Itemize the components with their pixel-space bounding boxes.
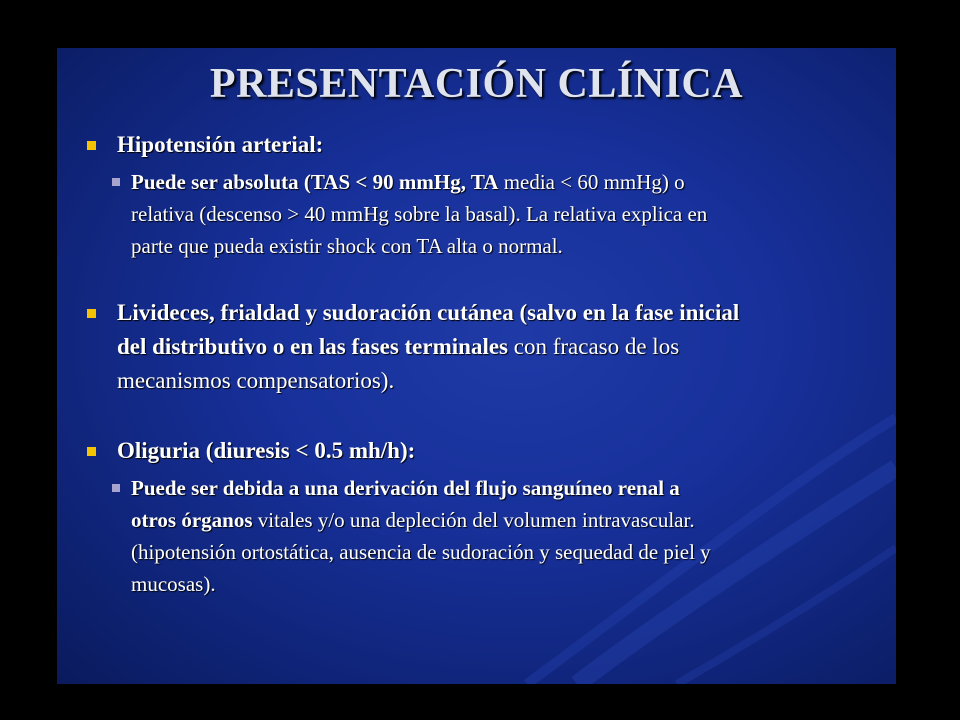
- item-heading: Hipotensión arterial:: [117, 132, 324, 157]
- list-item-hipotension: [87, 128, 877, 162]
- sub-item-line-3: parte que pueda existir shock con TA alta o normal.: [131, 234, 563, 258]
- sub-item-line-4: mucosas).: [131, 572, 216, 596]
- square-bullet-icon: [87, 141, 96, 150]
- sub-item-oliguria: [131, 472, 883, 600]
- square-bullet-icon: [87, 447, 96, 456]
- slide-title: PRESENTACIÓN CLÍNICA: [209, 61, 744, 107]
- slide: [57, 48, 896, 684]
- list-item-oliguria: [87, 434, 877, 468]
- item-line-3: mecanismos compensatorios).: [117, 368, 395, 393]
- square-bullet-icon: [112, 484, 120, 492]
- sub-item-hipotension: [131, 166, 883, 262]
- sub-item-text: vitales y/o una depleción del volumen intravascular.: [252, 508, 695, 532]
- sub-item-line-1: [131, 166, 883, 198]
- sub-item-line-2: relativa (descenso > 40 mmHg sobre la basal). La relativa explica en: [131, 202, 708, 226]
- sub-item-bold-text: Puede ser absoluta (TAS < 90 mmHg, TA: [131, 170, 499, 194]
- list-item-livideces: [87, 296, 877, 398]
- sub-item-line-1: Puede ser debida a una derivación del flujo sanguíneo renal a: [131, 476, 680, 500]
- item-line-1: Livideces, frialdad y sudoración cutánea (salvo en la fase inicial: [117, 300, 740, 325]
- sub-item-line-3: (hipotensión ortostática, ausencia de sudoración y sequedad de piel y: [131, 540, 711, 564]
- item-bold-text: del distributivo o en las fases terminales: [117, 334, 508, 359]
- item-line-2: [87, 330, 877, 364]
- item-heading: Oliguria (diuresis < 0.5 mh/h):: [117, 438, 416, 463]
- item-text: con fracaso de los: [508, 334, 680, 359]
- slide-content: [57, 48, 896, 684]
- sub-item-text: media < 60 mmHg) o: [498, 170, 685, 194]
- square-bullet-icon: [87, 309, 96, 318]
- sub-item-bold-text: otros órganos: [131, 508, 253, 532]
- sub-item-line-2: [131, 504, 883, 536]
- square-bullet-icon: [112, 178, 120, 186]
